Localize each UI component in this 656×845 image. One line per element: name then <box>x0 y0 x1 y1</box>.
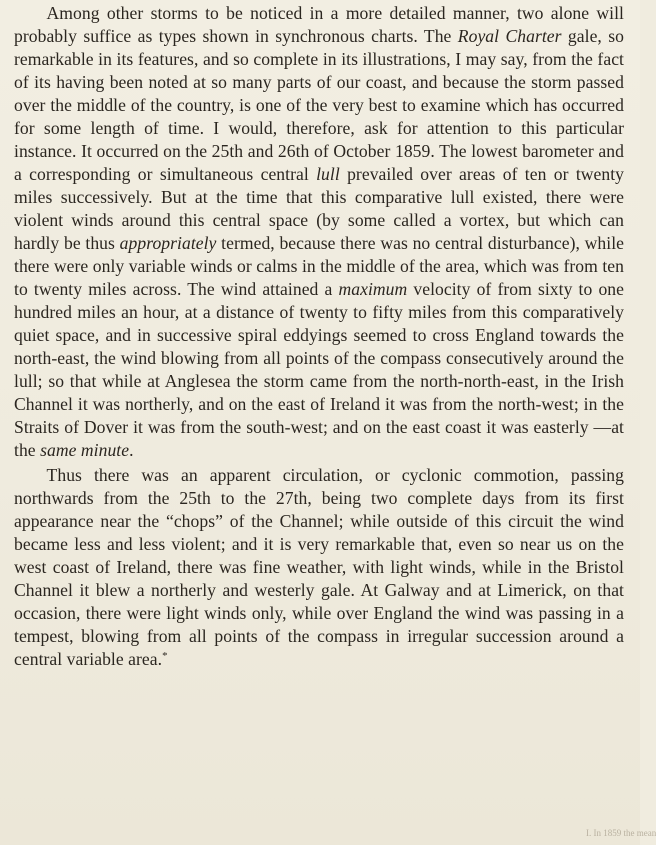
text-run: Thus there was an apparent circulation, or cyclonic commotion, passing northwards from the 25th to the 27th, being two complete days from its first appearance near the “chops” of the Channel; while outside of this circuit the wind became less and less violent; and it is very remarkable that, even so near us on the west coast of Ireland, there was fine weather, with light winds, while in the Bristol Channel it blew a northerly and westerly gale. At Galway and at Limerick, on that occasion, there were light winds only, while over England the wind was passing in a tempest, blowing from all points of the compass in irregular succession around a central variable area. <box>14 465 624 669</box>
emphasis-lull: lull <box>316 164 340 184</box>
text-run: prevailed over areas of ten or twenty miles successively. But at the time that this comparative lull existed, there were violent winds around this central space (by some called a vortex, but which can hardly be thus <box>14 164 625 253</box>
emphasis-same-minute: same minute <box>40 440 130 460</box>
paragraph-cyclonic-commotion <box>14 464 624 671</box>
text-run: termed, because there was no central disturbance), while there were only variable winds or calms in the middle of the area, which was from ten to twenty miles across. The wind attained a <box>14 233 624 299</box>
body-text <box>14 2 624 671</box>
text-run: velocity of from sixty to one hundred miles an hour, at a distance of twenty to fifty miles from this comparatively quiet space, and in successive spiral eddyings seemed to cross England towards the north-east, the wind blowing from all points of the compass consecutively around the lull; so that while at Anglesea the storm came from the north-north-east, in the Irish Channel it was northerly, and on the east of Ireland it was from the north-west; in the Straits of Dover it was from the south-west; and on the east coast it was easterly —at the <box>14 279 624 460</box>
ship-name-royal-charter: Royal Charter <box>457 26 562 46</box>
paragraph-royal-charter-gale <box>14 2 624 462</box>
emphasis-maximum: maximum <box>338 279 408 299</box>
text-run: . <box>129 440 134 460</box>
page-edge-fragment: I. In 1859 the mean <box>586 828 656 838</box>
emphasis-appropriately: appropriately <box>119 233 217 253</box>
text-run: Among other storms to be noticed in a more detailed manner, two alone will probably suffice as types shown in synchronous charts. The <box>14 3 624 46</box>
footnote-marker: * <box>162 650 168 662</box>
text-run: gale, so remarkable in its features, and so complete in its illustrations, I may say, from the fact of its having been noted at so many parts of our coast, and because the storm passed over the middle of the country, is one of the very best to examine which has occurred for some length of time. I would, therefore, ask for attention to this particular instance. It occurred on the 25th and 26th of October 1859. The lowest barometer and a corresponding or simultaneous central <box>14 26 624 184</box>
